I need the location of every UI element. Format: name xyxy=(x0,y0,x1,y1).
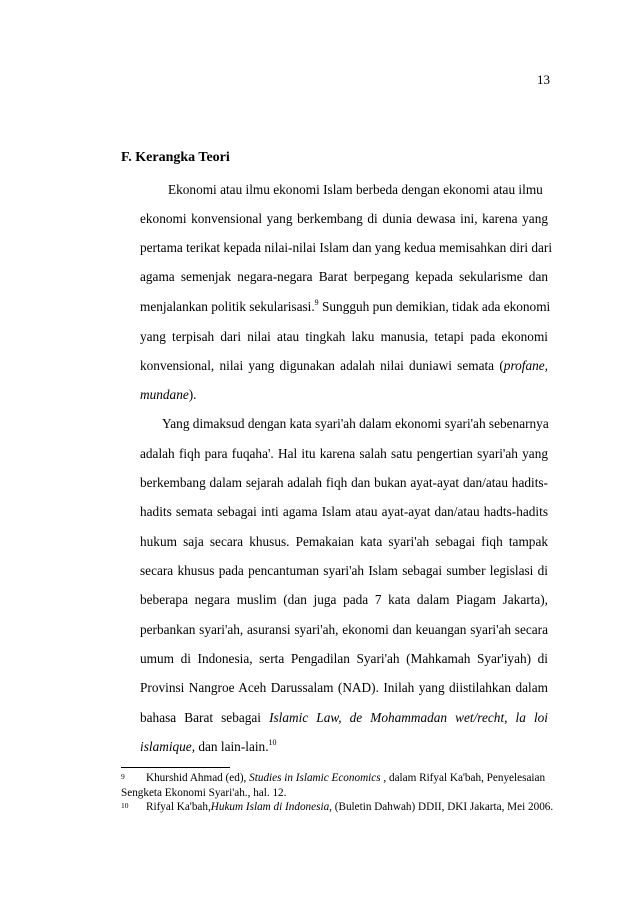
italic-title: Hukum Islam di Indonesia xyxy=(210,801,330,813)
text-line xyxy=(140,708,548,728)
text-line xyxy=(140,356,548,376)
text-line: Yang dimaksud dengan kata syari'ah dalam ekonomi syari'ah sebenarnya xyxy=(162,416,549,431)
footnote-marker-10: 10 xyxy=(121,801,129,810)
text-line: perbankan syari'ah, asuransi syari'ah, ekonomi dan keuangan syari'ah secara xyxy=(140,622,548,637)
footnote-ref-10[interactable]: 10 xyxy=(268,738,277,747)
text-line: Provinsi Nangroe Aceh Darussalam (NAD). Inilah yang diistilahkan dalam xyxy=(140,680,548,695)
text-line: hadits semata sebagai inti agama Islam atau ayat-ayat dan/atau hadts-hadits xyxy=(140,504,548,519)
text-line xyxy=(140,385,548,405)
text-span: menjalankan politik sekularisasi. xyxy=(140,299,315,314)
section-heading: F. Kerangka Teori xyxy=(121,150,230,165)
text-line: beberapa negara muslim (dan juga pada 7 kata dalam Piagam Jakarta), xyxy=(140,592,548,607)
text-span: Khurshid Ahmad (ed), xyxy=(146,772,250,784)
italic-term: profane, xyxy=(503,358,548,373)
text-span: konvensional, nilai yang digunakan adalah nilai duniawi semata ( xyxy=(140,358,504,373)
italic-term: Islamic Law, de Mohammadan wet/recht, la loi xyxy=(269,710,548,725)
text-span: , dalam Rifyal Ka'bah, Penyelesaian xyxy=(380,772,546,784)
text-line xyxy=(140,297,551,317)
footnote-10-line-1 xyxy=(146,800,553,815)
text-span: bahasa Barat sebagai xyxy=(140,710,270,725)
text-span: ). xyxy=(188,387,197,402)
text-line: pertama terikat kepada nilai-nilai Islam dan yang kedua memisahkan diri dari xyxy=(140,240,553,255)
text-span: Rifyal Ka'bah, xyxy=(146,801,211,813)
italic-term: islamique, xyxy=(140,739,196,754)
footnote-ref-9[interactable]: 9 xyxy=(314,298,319,307)
text-line: secara khusus pada pencantuman syari'ah Islam sebagai sumber legislasi di xyxy=(140,563,548,578)
text-line: yang terpisah dari nilai atau tingkah laku manusia, tetapi pada ekonomi xyxy=(140,329,548,344)
italic-term: mundane xyxy=(140,387,189,402)
text-line xyxy=(140,737,548,757)
text-line: adalah fiqh para fuqaha'. Hal itu karena salah satu pengertian syari'ah yang xyxy=(140,446,548,461)
text-line: umum di Indonesia, serta Pengadilan Syari'ah (Mahkamah Syar'iyah) di xyxy=(140,651,548,666)
footnote-9-line-1 xyxy=(146,771,545,786)
text-line: ekonomi konvensional yang berkembang di dunia dewasa ini, karena yang xyxy=(140,211,548,226)
text-span: Sungguh pun demikian, tidak ada ekonomi xyxy=(318,299,551,314)
page-number: 13 xyxy=(537,72,550,87)
text-line: hukum saja secara khusus. Pemakaian kata syari'ah sebagai fiqh tampak xyxy=(140,534,548,549)
text-line: agama semenjak negara-negara Barat berpegang kepada sekularisme dan xyxy=(140,269,548,284)
footnote-rule xyxy=(121,767,230,768)
text-span: dan lain-lain. xyxy=(195,739,269,754)
text-line: Ekonomi atau ilmu ekonomi Islam berbeda dengan ekonomi atau ilmu xyxy=(168,182,543,197)
footnote-marker-9: 9 xyxy=(121,772,125,781)
footnote-9-line-2: Sengketa Ekonomi Syari'ah., hal. 12. xyxy=(121,787,287,799)
italic-title: Studies in Islamic Economics xyxy=(249,772,381,784)
text-span: , (Buletin Dahwah) DDII, DKI Jakarta, Mei 2006. xyxy=(329,801,554,813)
text-line: berkembang dalam sejarah adalah fiqh dan bukan ayat-ayat dan/atau hadits- xyxy=(140,475,548,490)
